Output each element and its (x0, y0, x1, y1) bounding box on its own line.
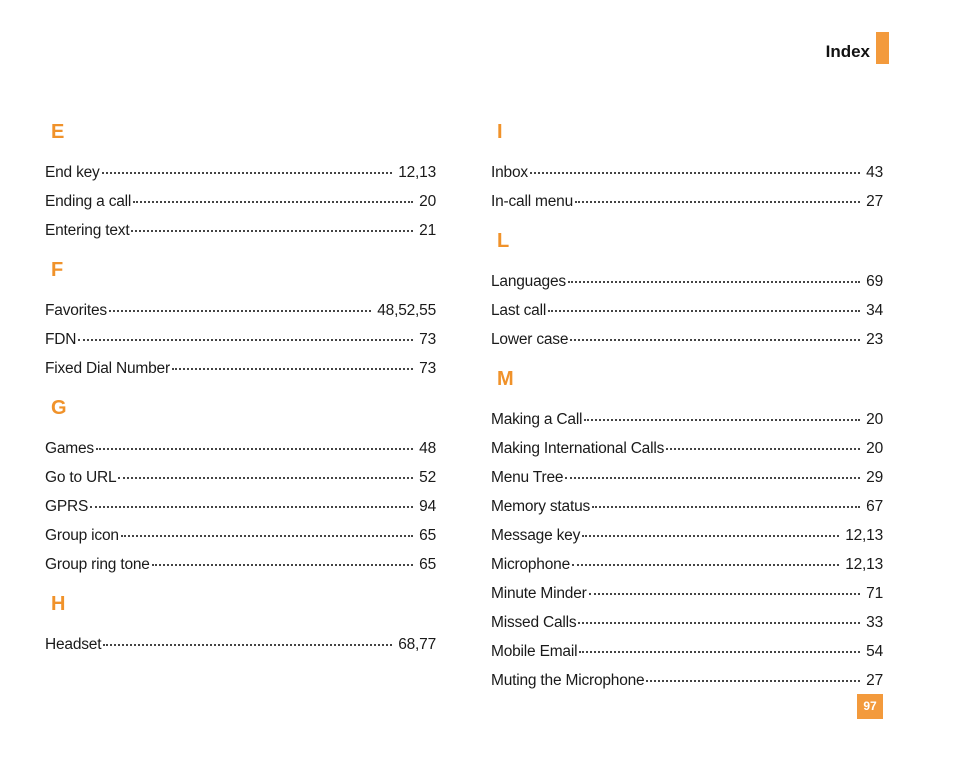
index-section (491, 365, 883, 695)
index-page-number: 27 (866, 672, 883, 689)
index-page-number: 21 (419, 222, 436, 239)
index-term: Ending a call (45, 193, 132, 210)
index-entry (491, 267, 883, 296)
index-term: Menu Tree (491, 469, 564, 486)
index-section (45, 590, 436, 659)
index-page-number: 12,13 (845, 527, 883, 544)
index-entry (45, 216, 436, 245)
index-entry (491, 158, 883, 187)
index-term: Go to URL (45, 469, 117, 486)
index-entry (45, 325, 436, 354)
index-page-number: 65 (419, 556, 436, 573)
dot-leader (568, 280, 860, 283)
index-entry (491, 187, 883, 216)
dot-leader (78, 338, 413, 341)
dot-leader (103, 643, 392, 646)
index-term: Favorites (45, 302, 107, 319)
dot-leader (109, 309, 371, 312)
index-term: Mobile Email (491, 643, 578, 660)
section-letter: I (497, 121, 503, 143)
index-entry (45, 434, 436, 463)
section-letter: H (51, 593, 66, 615)
index-page-number: 20 (866, 411, 883, 428)
index-entry (45, 521, 436, 550)
index-page-number: 69 (866, 273, 883, 290)
index-page-number: 73 (419, 360, 436, 377)
dot-leader (592, 505, 860, 508)
index-term: Last call (491, 302, 547, 319)
index-entry (45, 354, 436, 383)
index-page-number: 94 (419, 498, 436, 515)
index-term: Message key (491, 527, 581, 544)
index-section (45, 256, 436, 383)
index-page-number: 43 (866, 164, 883, 181)
index-page-number: 20 (419, 193, 436, 210)
index-term: Group ring tone (45, 556, 150, 573)
index-term: End key (45, 164, 100, 181)
index-entry (45, 187, 436, 216)
dot-leader (118, 476, 413, 479)
index-term: Languages (491, 273, 566, 290)
dot-leader (172, 367, 413, 370)
index-entry (491, 550, 883, 579)
index-term: Missed Calls (491, 614, 577, 631)
index-entry (491, 666, 883, 695)
index-entry (491, 608, 883, 637)
dot-leader (589, 592, 861, 595)
index-entry (45, 296, 436, 325)
index-term: Muting the Microphone (491, 672, 645, 689)
dot-leader (131, 229, 413, 232)
dot-leader (152, 563, 413, 566)
section-letter: G (51, 397, 67, 419)
index-entry (45, 463, 436, 492)
section-letter: L (497, 230, 510, 252)
index-entry (491, 521, 883, 550)
index-entry (491, 579, 883, 608)
index-entry (491, 296, 883, 325)
dot-leader (666, 447, 860, 450)
dot-leader (121, 534, 413, 537)
page-number-badge: 97 (857, 694, 883, 719)
index-term: Making International Calls (491, 440, 665, 457)
section-letter: M (497, 368, 514, 390)
index-term: Making a Call (491, 411, 583, 428)
index-page-number: 29 (866, 469, 883, 486)
dot-leader (102, 171, 393, 174)
index-term: FDN (45, 331, 77, 348)
index-entry (45, 492, 436, 521)
index-column-right (491, 118, 883, 706)
index-term: Games (45, 440, 94, 457)
index-page-number: 71 (866, 585, 883, 602)
index-term: Group icon (45, 527, 119, 544)
index-page-number: 52 (419, 469, 436, 486)
section-letter: E (51, 121, 65, 143)
section-letter: F (51, 259, 64, 281)
index-term: Fixed Dial Number (45, 360, 170, 377)
index-entry (45, 550, 436, 579)
dot-leader (582, 534, 839, 537)
index-page-number: 34 (866, 302, 883, 319)
header-tab-marker (876, 32, 889, 64)
index-term: GPRS (45, 498, 89, 515)
dot-leader (570, 338, 860, 341)
index-page-number: 27 (866, 193, 883, 210)
index-column-left (45, 118, 436, 670)
index-page-number: 73 (419, 331, 436, 348)
index-term: In-call menu (491, 193, 574, 210)
index-term: Memory status (491, 498, 591, 515)
dot-leader (90, 505, 413, 508)
index-page-number: 33 (866, 614, 883, 631)
index-page-number: 20 (866, 440, 883, 457)
header-title: Index (825, 42, 870, 61)
index-term: Headset (45, 636, 102, 653)
index-term: Entering text (45, 222, 130, 239)
index-page-number: 12,13 (845, 556, 883, 573)
dot-leader (578, 621, 860, 624)
index-term: Minute Minder (491, 585, 587, 602)
dot-leader (579, 650, 860, 653)
index-entry (491, 463, 883, 492)
dot-leader (584, 418, 860, 421)
dot-leader (96, 447, 413, 450)
index-section (491, 118, 883, 216)
dot-leader (530, 171, 860, 174)
dot-leader (133, 200, 413, 203)
index-section (45, 394, 436, 579)
index-entry (491, 492, 883, 521)
index-entry (491, 434, 883, 463)
index-term: Inbox (491, 164, 528, 181)
index-section (491, 227, 883, 354)
dot-leader (565, 476, 860, 479)
index-page-number: 48 (419, 440, 436, 457)
index-entry (491, 325, 883, 354)
index-section (45, 118, 436, 245)
dot-leader (548, 309, 860, 312)
index-page-number: 65 (419, 527, 436, 544)
index-term: Lower case (491, 331, 569, 348)
index-page-number: 54 (866, 643, 883, 660)
index-page-number: 23 (866, 331, 883, 348)
dot-leader (575, 200, 860, 203)
index-entry (491, 405, 883, 434)
index-page-number: 67 (866, 498, 883, 515)
dot-leader (572, 563, 839, 566)
index-page-number: 48,52,55 (377, 302, 436, 319)
index-entry (45, 630, 436, 659)
index-entry (491, 637, 883, 666)
index-term: Microphone (491, 556, 570, 573)
dot-leader (646, 679, 860, 682)
index-page-number: 68,77 (398, 636, 436, 653)
index-entry (45, 158, 436, 187)
index-page-number: 12,13 (398, 164, 436, 181)
